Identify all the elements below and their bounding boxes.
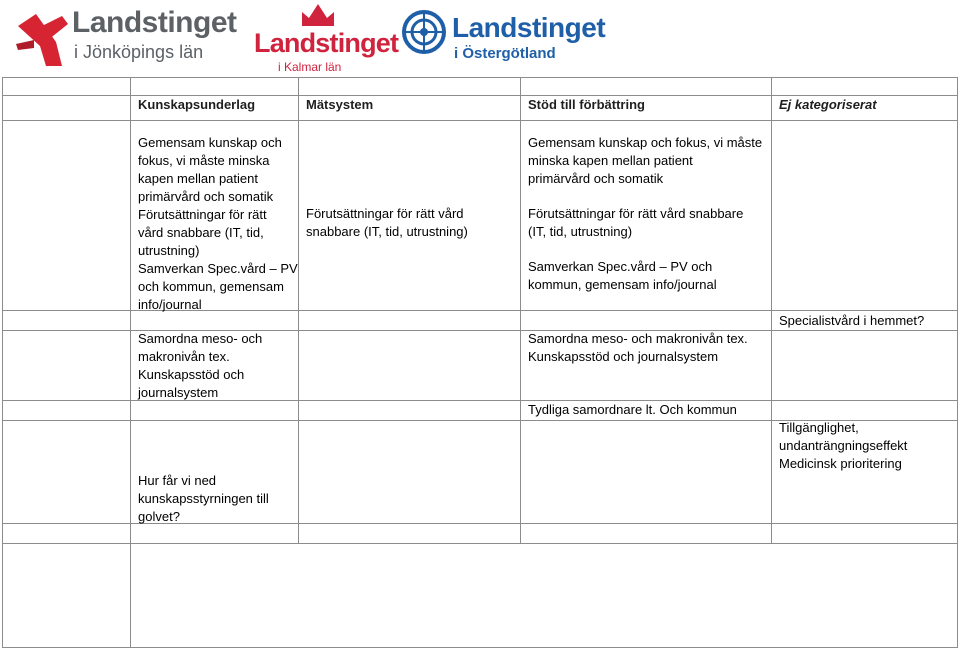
cell-kunskap-gemensam	[138, 134, 298, 314]
text-line: Gemensam kunskap och fokus, vi måste	[528, 135, 763, 150]
text-line: Kunskapsstöd och journalsystem	[528, 349, 719, 364]
text-line: vård snabbare (IT, tid,	[138, 225, 264, 240]
text-line: Hur får vi ned	[138, 473, 217, 488]
text-line: Specialistvård i hemmet?	[779, 313, 925, 328]
cell-stod-forutsattningar	[528, 205, 743, 241]
text-line: kunskapsstyrningen till	[138, 491, 269, 506]
logo-title: Landstinget	[72, 6, 237, 39]
text-line: kommun, gemensam info/journal	[528, 277, 717, 292]
column-header-kunskapsunderlag: Kunskapsunderlag	[138, 97, 256, 112]
cell-ej-tillganglighet	[779, 419, 907, 473]
logo-subtitle: i Kalmar län	[278, 60, 342, 74]
cell-stod-gemensam	[528, 134, 762, 188]
text-line: och kommun, gemensam	[138, 279, 284, 294]
text-line: Tydliga samordnare lt. Och kommun	[528, 402, 737, 417]
text-line: Samordna meso- och	[138, 331, 263, 346]
text-line: makronivån tex.	[138, 349, 230, 364]
column-header-stod-till-forbattring: Stöd till förbättring	[528, 97, 645, 112]
text-line: kapen mellan patient	[138, 171, 258, 186]
cell-ej-specialistvard	[779, 312, 924, 330]
text-line: primärvård och somatik	[528, 171, 664, 186]
cell-stod-tydliga-samordnare	[528, 401, 737, 419]
text-line: info/journal	[138, 297, 202, 312]
cell-kunskap-golvet	[138, 472, 269, 526]
logo-title: Landstinget	[452, 12, 606, 43]
cell-kunskap-samordna	[138, 330, 262, 402]
text-line: Förutsättningar för rätt vård	[306, 206, 464, 221]
text-line: fokus, vi måste minska	[138, 153, 270, 168]
column-header-ej-kategoriserat: Ej kategoriserat	[779, 97, 877, 112]
text-line: utrustning)	[138, 243, 200, 258]
logo-subtitle: i Jönköpings län	[74, 42, 204, 62]
text-line: Medicinsk prioritering	[779, 456, 902, 471]
cell-stod-samverkan	[528, 258, 717, 294]
text-line: journalsystem	[138, 385, 219, 400]
text-line: Gemensam kunskap och	[138, 135, 282, 150]
text-line: (IT, tid, utrustning)	[528, 224, 633, 239]
text-line: Tillgänglighet,	[779, 420, 859, 435]
text-line: primärvård och somatik	[138, 189, 274, 204]
cell-stod-samordna	[528, 330, 748, 366]
logo-subtitle: i Östergötland	[454, 45, 556, 62]
column-header-matsystem: Mätsystem	[306, 97, 374, 112]
text-line: golvet?	[138, 509, 180, 524]
text-line: Förutsättningar för rätt	[138, 207, 267, 222]
text-line: Samverkan Spec.vård – PV	[138, 261, 298, 276]
text-line: Samordna meso- och makronivån tex.	[528, 331, 748, 346]
text-line: minska kapen mellan patient	[528, 153, 693, 168]
text-line: undanträngningseffekt	[779, 438, 908, 453]
text-line: Förutsättningar för rätt vård snabbare	[528, 206, 744, 221]
cell-matsystem-forutsattningar	[306, 205, 468, 241]
text-line: Kunskapsstöd och	[138, 367, 245, 382]
text-line: snabbare (IT, tid, utrustning)	[306, 224, 468, 239]
text-line: Samverkan Spec.vård – PV och	[528, 259, 713, 274]
logo-title: Landstinget	[254, 28, 399, 58]
